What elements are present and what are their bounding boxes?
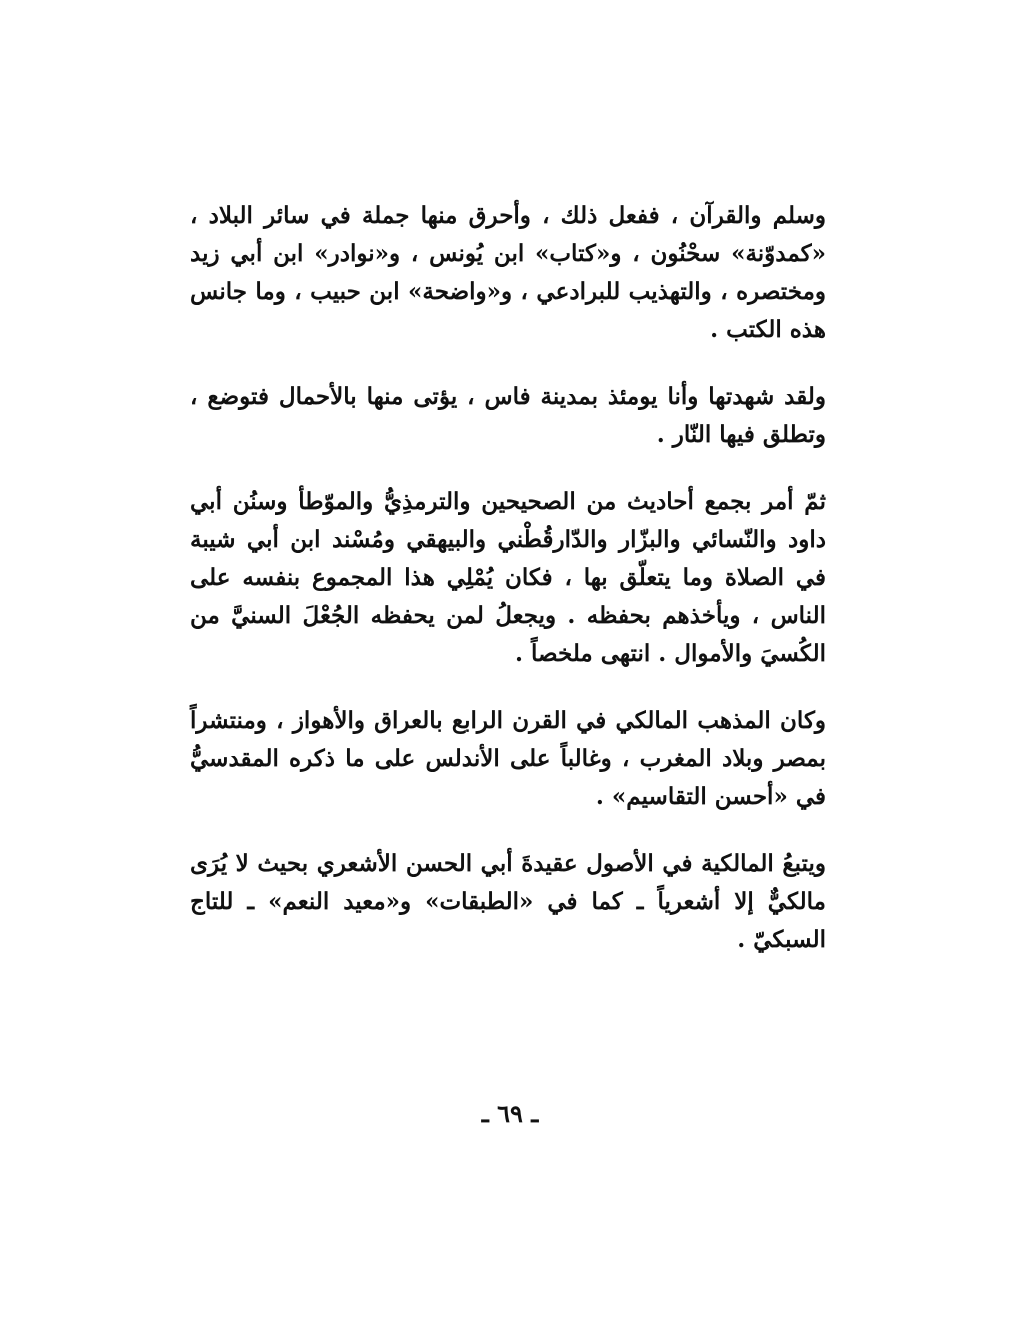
page-number: ـ ٦٩ ـ [481,1099,539,1128]
paragraph-3: ثمّ أمر بجمع أحاديث من الصحيحين والترمذِيُّ والموّطأ وسنُن أبي داود والنّسائي والبزّار والدّارقُطْني والبيهقي ومُسْند ابن أبي شيبة في الصلاة وما يتعلّق بها ، فكان يُمْلِي هذا المجموع بنفسه على الناس ، ويأخذهم بحفظه . ويجعلُ لمن يحفظه الجُعْلَ السنيَّ من الكُسيَ والأموال . انتهى ملخصاً . [190,488,826,667]
body-text [190,197,826,959]
paragraph-5: ويتبعُ المالكية في الأصول عقيدةَ أبي الحسن الأشعري بحيث لا يُرَى مالكيٌّ إلا أشعرياً ـ كما في «الطبقات» و«معيد النعم» ـ للتاج السبكيّ . [190,850,826,953]
paragraph-4: وكان المذهب المالكي في القرن الرابع بالعراق والأهواز ، ومنتشراً بمصر وبلاد المغرب ، وغالباً على الأندلس على ما ذكره المقدسيُّ في «أحسن التقاسيم» . [190,707,826,810]
paragraph-2: ولقد شهدتها وأنا يومئذ بمدينة فاس ، يؤتى منها بالأحمال فتوضع ، وتطلق فيها النّار . [190,383,826,448]
paragraph-1: وسلم والقرآن ، ففعل ذلك ، وأحرق منها جملة في سائر البلاد ، «كمدوّنة» سحْنُون ، و«كتاب» ابن يُونس ، و«نوادر» ابن أبي زيد ومختصره ، والتهذيب للبرادعي ، و«واضحة» ابن حبيب ، وما جانس هذه الكتب . [190,202,826,343]
